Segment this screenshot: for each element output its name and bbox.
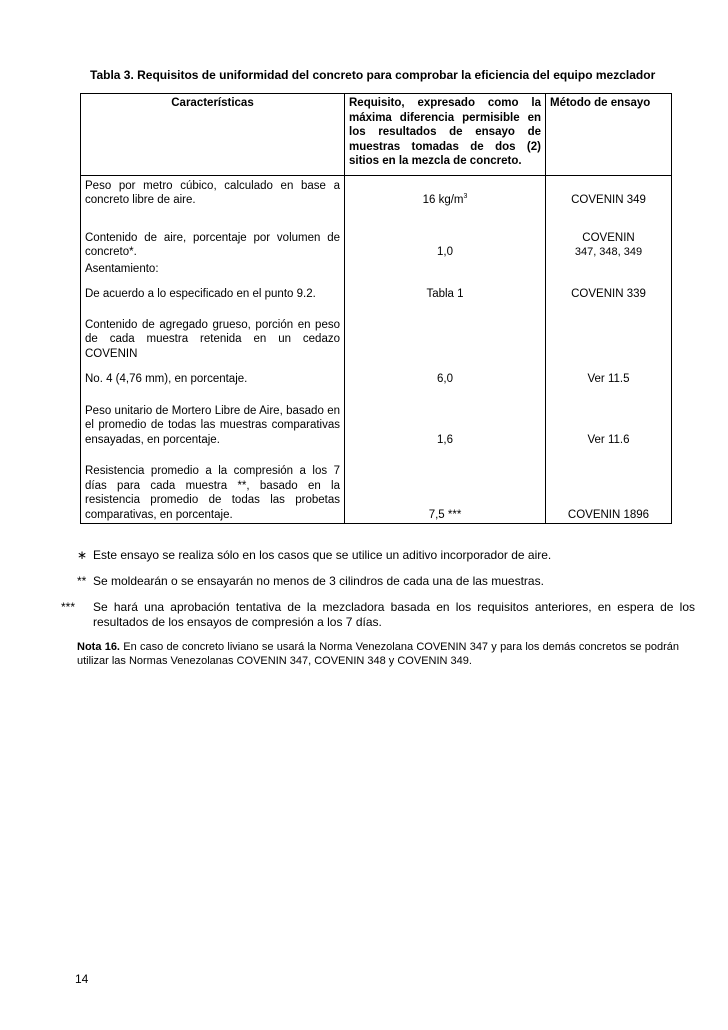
row-method: Ver 11.5: [546, 361, 672, 387]
table-row: [81, 260, 672, 277]
row-method: COVENIN 339: [546, 276, 672, 302]
table-caption: Tabla 3. Requisitos de uniformidad del concreto para comprobar la eficiencia del equipo mezclador: [90, 68, 656, 82]
row-requirement: 6,0: [345, 361, 546, 387]
header-requirement: Requisito, expresado como la máxima diferencia permisible en los resultados de ensayo de muestras tomadas de dos (2) sitios en la mezcla de concreto.: [345, 94, 546, 176]
asterisk-mark: ∗: [77, 548, 88, 562]
table-row: [81, 175, 672, 208]
superscript: 3: [463, 193, 468, 200]
triple-asterisk-mark: ***: [61, 600, 76, 614]
row-requirement: Tabla 1: [345, 276, 546, 302]
row-requirement: 7,5 ***: [345, 447, 546, 524]
row-description: Contenido de agregado grueso, porción en peso de cada muestra retenida en un cedazo COVENIN: [81, 302, 345, 362]
row-method: COVENIN 349: [546, 175, 672, 208]
double-asterisk-mark: **: [77, 574, 87, 588]
table-row: [81, 387, 672, 448]
row-description: De acuerdo a lo especificado en el punto 9.2.: [81, 276, 345, 302]
uniformity-requirements-table: [80, 93, 672, 524]
header-characteristics: Características: [81, 94, 345, 176]
footnote-cylinders: ** Se moldearán o se ensayarán no menos de 3 cilindros de cada una de las muestras.: [77, 574, 544, 588]
row-requirement: 16 $kg/m^3$: [345, 175, 546, 208]
table-row: [81, 276, 672, 302]
row-description: Contenido de aire, porcentaje por volumen de concreto*.: [81, 208, 345, 260]
table-row: [81, 447, 672, 524]
row-method: Ver 11.6: [546, 387, 672, 448]
table-row: [81, 302, 672, 362]
row-description: Resistencia promedio a la compresión a los 7 días para cada muestra **, basado en la resistencia promedio de todas las probetas comparativas, en porcentaje.: [81, 447, 345, 524]
table-header-row: [81, 94, 672, 176]
table-row: [81, 361, 672, 387]
table-row: [81, 208, 672, 260]
row-requirement: 1,6: [345, 387, 546, 448]
header-test-method: Método de ensayo: [546, 94, 672, 176]
footnote-tentative-approval: *** Se hará una aprobación tentativa de la mezcladora basada en los requisitos anteriores, en espera de los resultados de los ensayos de compresión a los 7 días.: [61, 600, 695, 629]
page-number: 14: [75, 972, 89, 986]
footnote-air-entraining: ∗ Este ensayo se realiza sólo en los casos que se utilice un aditivo incorporador de aire.: [77, 548, 552, 562]
row-description: No. 4 (4,76 mm), en porcentaje.: [81, 361, 345, 387]
row-description: Asentamiento:: [81, 260, 345, 277]
row-method: COVENIN 1896: [546, 447, 672, 524]
row-requirement: 1,0: [345, 208, 546, 260]
row-description: Peso unitario de Mortero Libre de Aire, basado en el promedio de todas las muestras comparativas ensayadas, en porcentaje.: [81, 387, 345, 448]
note-16: Nota 16. En caso de concreto liviano se usará la Norma Venezolana COVENIN 347 y para los demás concretos se podrán utilizar las Normas Venezolanas COVENIN 347, COVENIN 348 y COVENIN 349.: [77, 641, 679, 667]
note-label: Nota 16.: [77, 641, 120, 653]
row-description: Peso por metro cúbico, calculado en base a concreto libre de aire.: [81, 175, 345, 208]
row-method: COVENIN 347, 348, 349: [546, 208, 672, 260]
